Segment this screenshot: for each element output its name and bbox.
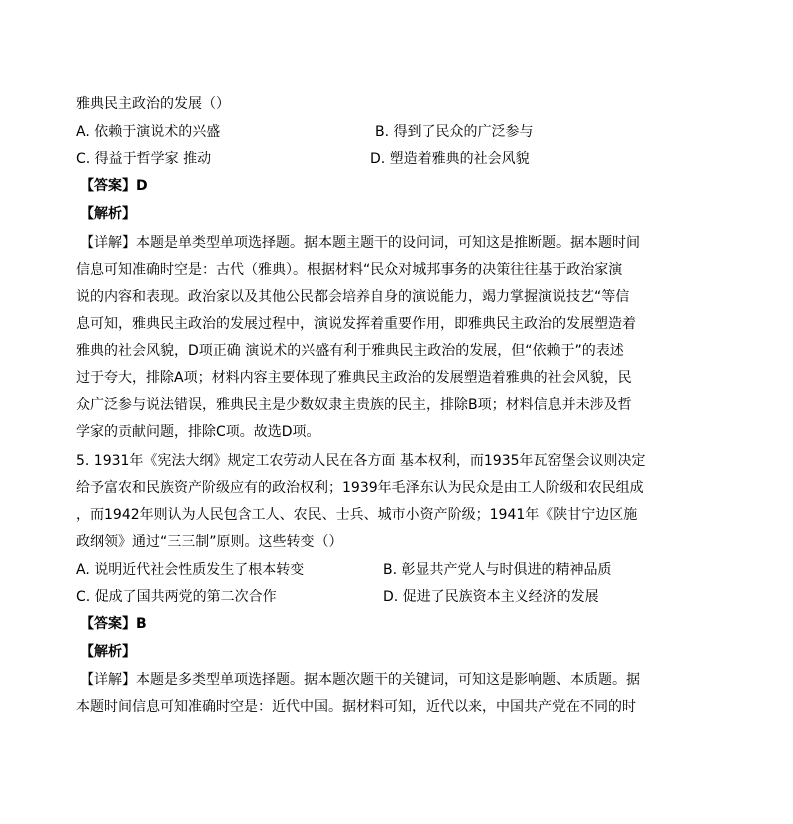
- q4-detail-line: 雅典的社会风貌，D项正确 演说术的兴盛有利于雅典民主政治的发展，但“依赖于”的表述: [76, 343, 624, 359]
- q5-answer: 【答案】B: [80, 616, 147, 632]
- q4-option-d: D. 塑造着雅典的社会风貌: [370, 151, 530, 167]
- q4-option-c: C. 得益于哲学家 推动: [76, 151, 212, 167]
- q4-detail-line: 【详解】本题是单类型单项选择题。据本题主题干的设问词，可知这是推断题。据本题时间: [80, 235, 640, 251]
- q5-stem-line: 政纲领》通过“三三制”原则。这些转变（）: [76, 534, 343, 550]
- q4-answer: 【答案】D: [80, 178, 148, 194]
- q4-detail-line: 众广泛参与说法错误，雅典民主是少数奴隶主贵族的民主，排除B项；材料信息并未涉及哲: [76, 397, 632, 413]
- q4-detail-line: 息可知，雅典民主政治的发展过程中，演说发挥着重要作用，即雅典民主政治的发展塑造着: [76, 316, 636, 332]
- q5-option-a: A. 说明近代社会性质发生了根本转变: [76, 562, 305, 578]
- q5-stem-line: 5. 1931年《宪法大纲》规定工农劳动人民在各方面 基本权利，而1935年瓦窑堡会议则决定: [76, 453, 646, 469]
- q4-detail-line: 过于夸大，排除A项；材料内容主要体现了雅典民主政治的发展塑造着雅典的社会风貌，民: [76, 370, 632, 386]
- q5-option-b: B. 彰显共产党人与时俱进的精神品质: [383, 562, 612, 578]
- q5-analysis-label: 【解析】: [80, 644, 136, 660]
- q4-detail-line: 说的内容和表现。政治家以及其他公民都会培养自身的演说能力，竭力掌握演说技艺“等信: [76, 289, 630, 305]
- q4-detail-line: 信息可知准确时空是：古代（雅典）。根据材料“民众对城邦事务的决策往往基于政治家演: [76, 262, 623, 278]
- q4-option-b: B. 得到了民众的广泛参与: [375, 124, 534, 140]
- q4-option-a: A. 依赖于演说术的兴盛: [76, 124, 221, 140]
- q5-stem-line: 给予富农和民族资产阶级应有的政治权利；1939年毛泽东认为民众是由工人阶级和农民组成: [76, 480, 644, 496]
- q4-stem: 雅典民主政治的发展（）: [76, 96, 230, 112]
- q4-detail-line: 学家的贡献问题，排除C项。故选D项。: [76, 424, 321, 440]
- q5-option-c: C. 促成了国共两党的第二次合作: [76, 589, 277, 605]
- q5-option-d: D. 促进了民族资本主义经济的发展: [383, 589, 599, 605]
- q5-detail-line: 【详解】本题是多类型单项选择题。据本题次题干的关键词，可知这是影响题、本质题。据: [80, 672, 640, 688]
- q5-detail-line: 本题时间信息可知准确时空是：近代中国。据材料可知，近代以来，中国共产党在不同的时: [76, 699, 636, 715]
- q5-stem-line: ，而1942年则认为人民包含工人、农民、士兵、城市小资产阶级；1941年《陕甘宁边区施: [76, 507, 638, 523]
- q4-analysis-label: 【解析】: [80, 206, 136, 222]
